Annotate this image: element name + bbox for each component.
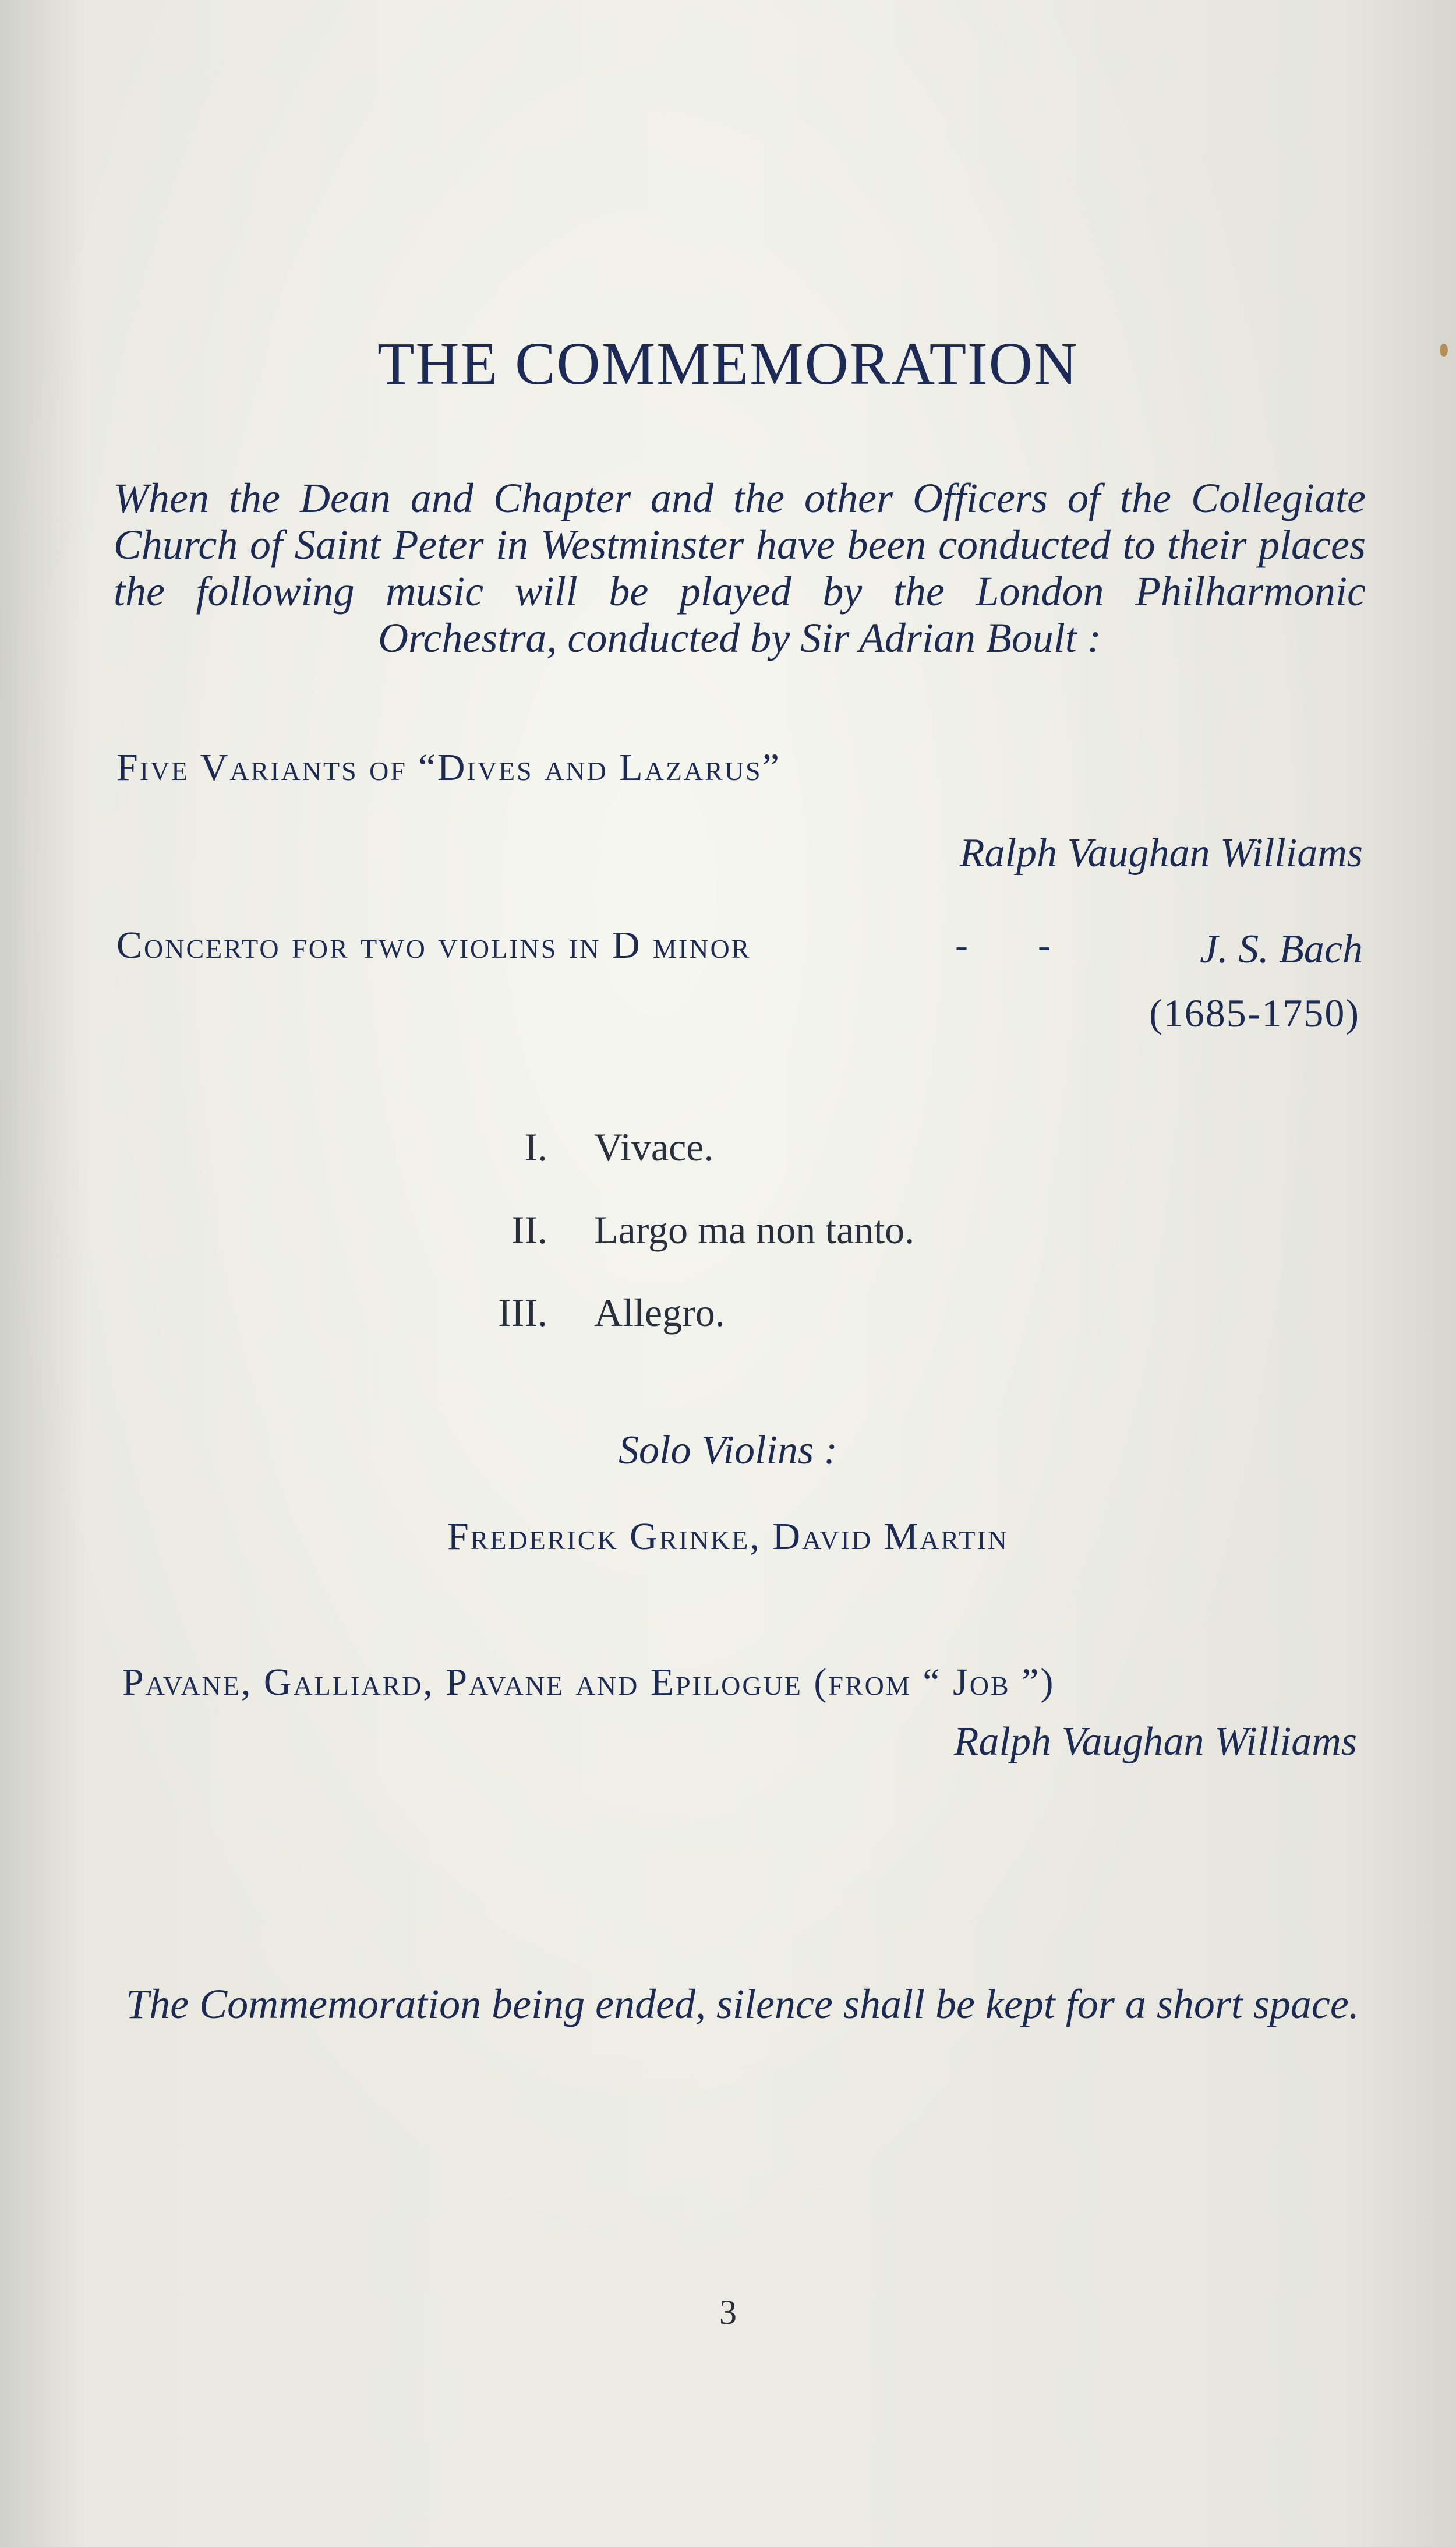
piece-composer-vaughan-williams: Ralph Vaughan Williams xyxy=(959,831,1363,876)
piece-composer-bach: J. S. Bach xyxy=(1200,927,1363,972)
soloists-names: Frederick Grinke, David Martin xyxy=(447,1515,1009,1558)
intro-rubric: When the Dean and Chapter and the other Officers of the Collegiate Church of Saint Peter in Westminster have been conducted to their places the following music will be played by the London Philharmonic Orchestra, conducted by Sir Adrian Boult : xyxy=(114,475,1366,661)
movement-number: III. xyxy=(498,1290,547,1335)
page-title: THE COMMEMORATION xyxy=(377,330,1079,397)
piece-title-dives-and-lazarus: Five Variants of “Dives and Lazarus” xyxy=(116,746,781,789)
piece-title-bach-concerto: Concerto for two violins in D minor xyxy=(116,924,751,966)
soloists-label: Solo Violins : xyxy=(619,1428,837,1473)
piece-composer-vaughan-williams-job: Ralph Vaughan Williams xyxy=(953,1719,1357,1764)
movement-name: Largo ma non tanto. xyxy=(594,1208,915,1252)
movement-number: II. xyxy=(511,1208,547,1252)
closing-rubric: The Commemoration being ended, silence shall be kept for a short space. xyxy=(126,1981,1359,2027)
composer-dates: (1685-1750) xyxy=(1149,991,1360,1035)
movement-name: Allegro. xyxy=(594,1290,725,1335)
piece-title-job: Pavane, Galliard, Pavane and Epilogue (from “ Job ”) xyxy=(122,1661,1055,1703)
movement-name: Vivace. xyxy=(594,1125,714,1169)
page-number: 3 xyxy=(719,2293,737,2331)
movement-number: I. xyxy=(524,1125,547,1169)
leader-dashes: - - xyxy=(955,924,1052,966)
